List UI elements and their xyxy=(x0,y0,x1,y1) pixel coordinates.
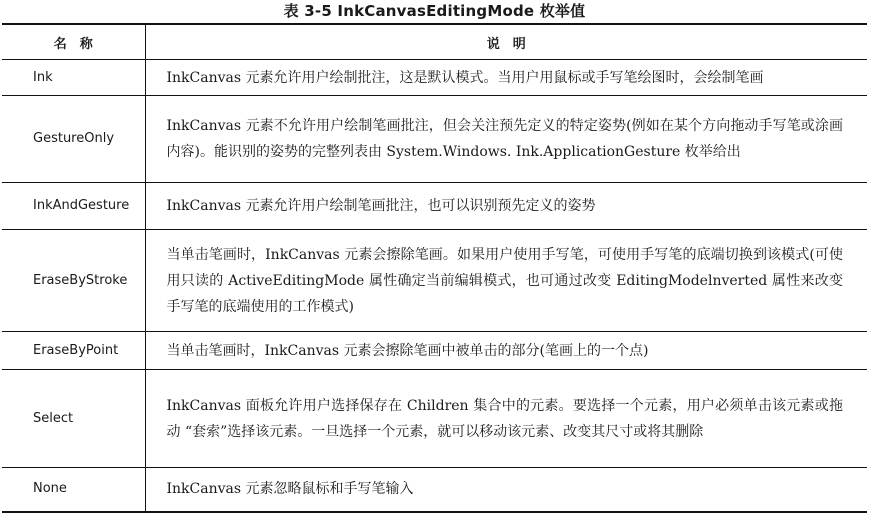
row-description-erasebystroke: 当单击笔画时，InkCanvas 元素会擦除笔画。如果用户使用手写笔，可使用手写笔的底端切换到该模式(可使用只读的 ActiveEditingMode 属性确定当前编辑模式，也可通过改变 EditingModelnverted 属性来改变手写笔的底端使用的工作模式) xyxy=(145,230,867,332)
row-name-erasebystroke: EraseByStroke xyxy=(2,230,145,332)
table-header-row xyxy=(2,24,867,60)
row-description-gestureonly: InkCanvas 元素不允许用户绘制笔画批注，但会关注预先定义的特定姿势(例如在某个方向拖动手写笔或涂画内容)。能识别的姿势的完整列表由 System.Windows. Ink.ApplicationGesture 枚举给出 xyxy=(145,96,867,183)
table-row xyxy=(2,370,867,468)
row-description-select: InkCanvas 面板允许用户选择保存在 Children 集合中的元素。要选择一个元素，用户必须单击该元素或拖动 “套索”选择该元素。一旦选择一个元素，就可以移动该元素、改变其尺寸或将其删除 xyxy=(145,370,867,468)
column-header-description: 说 明 xyxy=(145,24,867,60)
table-row xyxy=(2,230,867,332)
row-name-select: Select xyxy=(2,370,145,468)
table-row xyxy=(2,60,867,96)
row-description-ink: InkCanvas 元素允许用户绘制批注，这是默认模式。当用户用鼠标或手写笔绘图时，会绘制笔画 xyxy=(145,60,867,96)
row-name-gestureonly: GestureOnly xyxy=(2,96,145,183)
table-row xyxy=(2,96,867,183)
enum-table xyxy=(2,23,867,513)
row-description-none: InkCanvas 元素忽略鼠标和手写笔输入 xyxy=(145,468,867,512)
row-name-inkandgesture: InkAndGesture xyxy=(2,183,145,230)
column-header-name: 名 称 xyxy=(2,24,145,60)
row-description-inkandgesture: InkCanvas 元素允许用户绘制笔画批注，也可以识别预先定义的姿势 xyxy=(145,183,867,230)
table-row xyxy=(2,183,867,230)
row-description-erasebypoint: 当单击笔画时，InkCanvas 元素会擦除笔画中被单击的部分(笔画上的一个点) xyxy=(145,332,867,370)
row-name-erasebypoint: EraseByPoint xyxy=(2,332,145,370)
table-row xyxy=(2,332,867,370)
table-row xyxy=(2,468,867,512)
row-name-ink: Ink xyxy=(2,60,145,96)
table-caption: 表 3-5 InkCanvasEditingMode 枚举值 xyxy=(283,2,586,20)
row-name-none: None xyxy=(2,468,145,512)
